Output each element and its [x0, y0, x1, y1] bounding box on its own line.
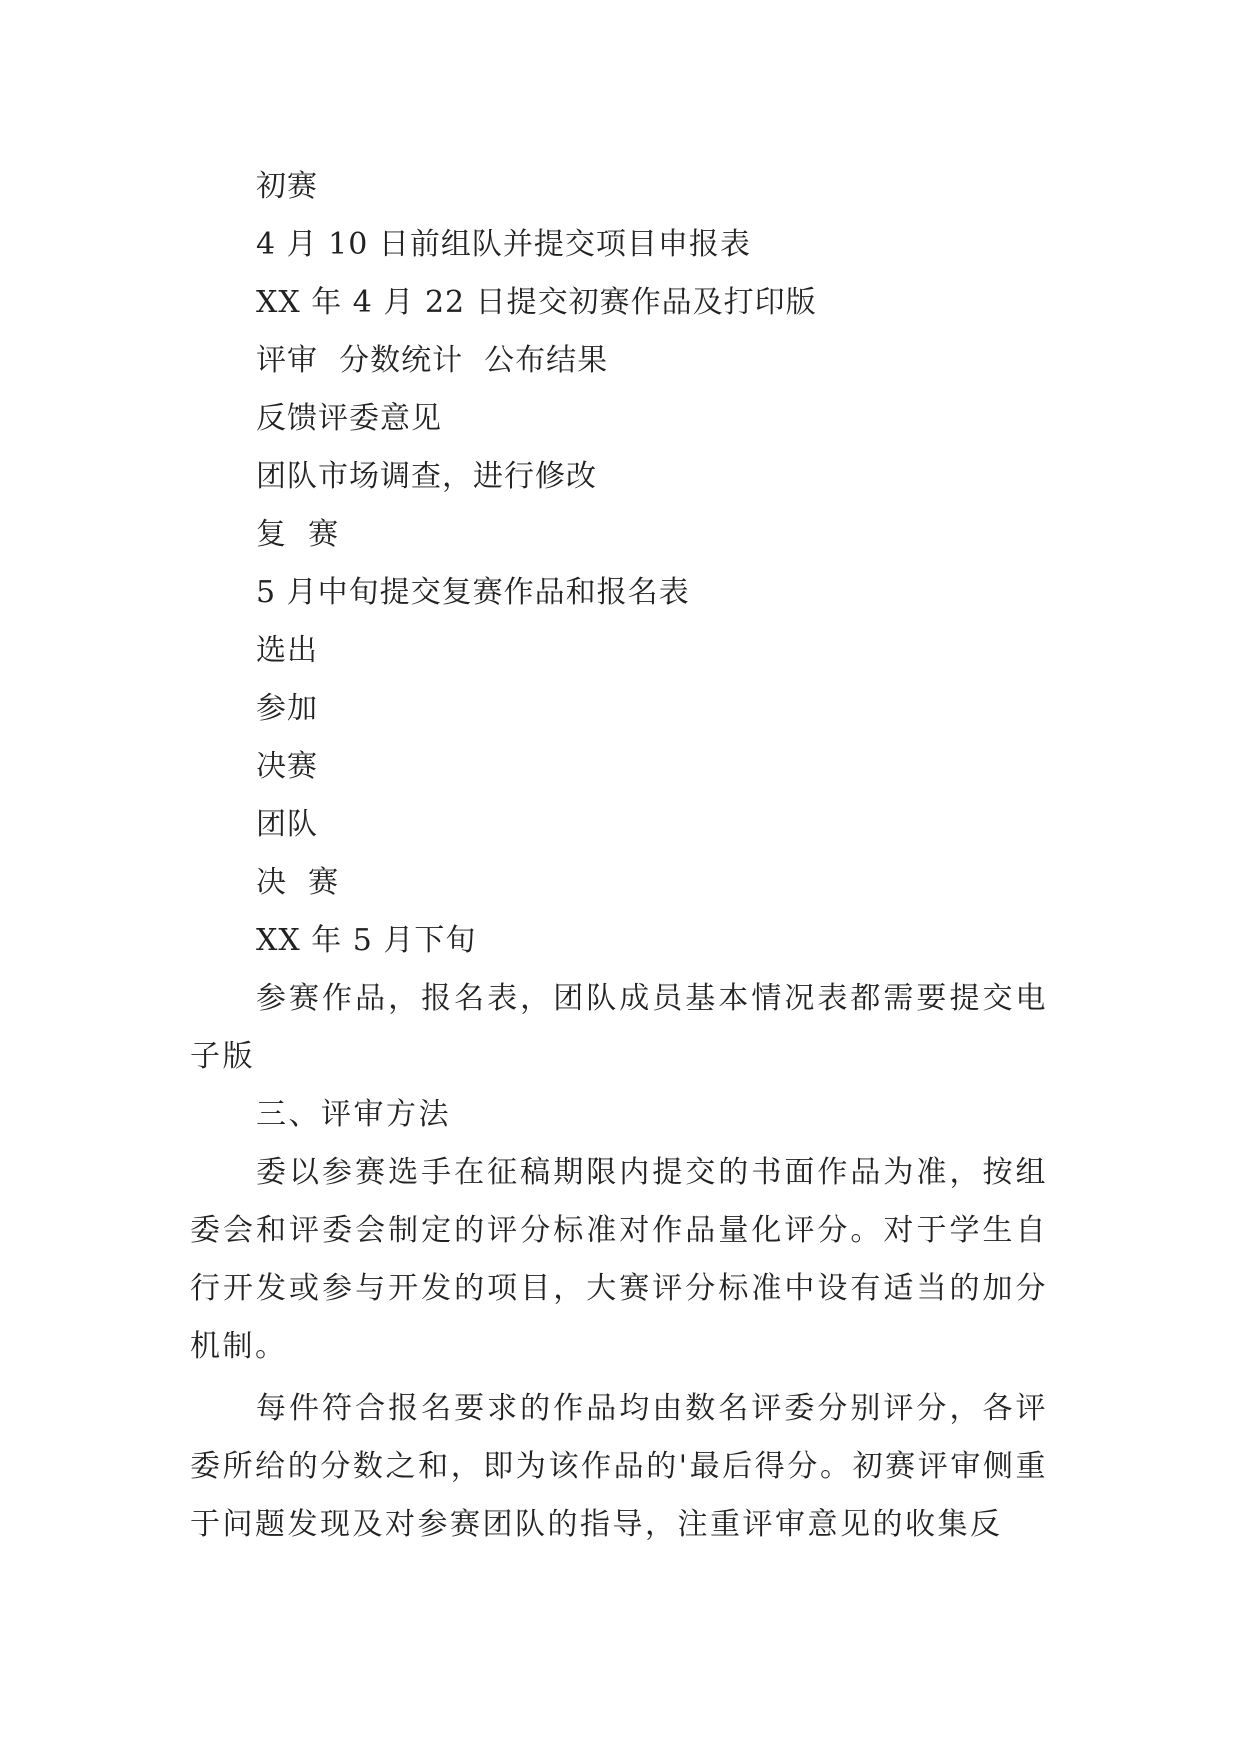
schedule-line: 5 月中旬提交复赛作品和报名表 [256, 575, 690, 610]
body-paragraph: 每件符合报名要求的作品均由数名评委分别评分，各评委所给的分数之和，即为该作品的'最后得分。初赛评审侧重于问题发现及对参赛团队的指导，注重评审意见的收集反 [190, 1391, 1048, 1542]
schedule-line: 反馈评委意见 [256, 401, 442, 436]
schedule-line: 团队市场调查，进行修改 [256, 459, 597, 494]
submission-note-paragraph: 参赛作品，报名表，团队成员基本情况表都需要提交电子版 [190, 981, 1048, 1074]
schedule-line: 参加 [256, 691, 318, 726]
schedule-line: 复 赛 [256, 517, 340, 552]
section-heading: 三、评审方法 [256, 1097, 451, 1132]
schedule-line: 评审 分数统计 公布结果 [256, 343, 609, 378]
document-body [190, 158, 1048, 1554]
schedule-line: 决 赛 [256, 865, 340, 900]
schedule-line: 团队 [256, 807, 318, 842]
schedule-line: 决赛 [256, 749, 318, 784]
schedule-line: XX 年 5 月下旬 [256, 923, 477, 958]
schedule-line: XX 年 4 月 22 日提交初赛作品及打印版 [256, 285, 817, 320]
schedule-line: 4 月 10 日前组队并提交项目申报表 [256, 227, 751, 262]
schedule-line: 初赛 [256, 169, 318, 204]
schedule-line: 选出 [256, 633, 318, 668]
body-paragraph: 委以参赛选手在征稿期限内提交的书面作品为准，按组委会和评委会制定的评分标准对作品量化评分。对于学生自行开发或参与开发的项目，大赛评分标准中设有适当的加分机制。 [190, 1155, 1048, 1364]
